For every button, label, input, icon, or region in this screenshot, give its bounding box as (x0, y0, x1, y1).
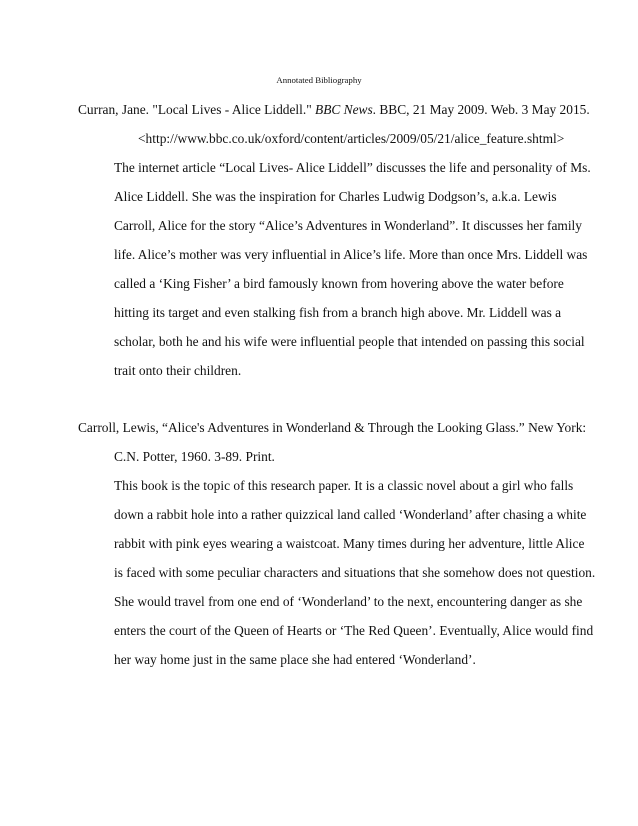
entry2-annotation-line: is faced with some peculiar characters and situations that she somehow does not question. (114, 565, 596, 580)
entry2-annotation-line: enters the court of the Queen of Hearts or ‘The Red Queen’. Eventually, Alice would find (114, 623, 594, 638)
entry1-annotation-line: hitting its target and even stalking fish from a branch high above. Mr. Liddell was a (114, 305, 562, 320)
entry1-url: <http://www.bbc.co.uk/oxford/content/articles/2009/05/21/alice_feature.shtml> (138, 131, 565, 146)
entry1-annotation-line: Alice Liddell. She was the inspiration for Charles Ludwig Dodgson’s, a.k.a. Lewis (114, 189, 557, 204)
entry1-citation-prefix: Curran, Jane. "Local Lives - Alice Liddell." (78, 102, 316, 117)
entry2-annotation-line: her way home just in the same place she had entered ‘Wonderland’. (114, 652, 476, 667)
entry2-annotation-line: This book is the topic of this research paper. It is a classic novel about a girl who falls (114, 478, 574, 493)
entry1-citation (78, 102, 590, 118)
entry1-citation-source: BBC News (315, 102, 373, 117)
entry1-citation-suffix: . BBC, 21 May 2009. Web. 3 May 2015. (372, 102, 590, 117)
entry1-annotation-line: trait onto their children. (114, 363, 242, 378)
entry2-annotation-line: rabbit with pink eyes wearing a waistcoat. Many times during her adventure, little Alice (114, 536, 585, 551)
entry1-annotation-line: Carroll, Alice for the story “Alice’s Adventures in Wonderland”. It discusses her family (114, 218, 582, 233)
entry1-annotation-line: scholar, both he and his wife were influential people that intended on passing this social (114, 334, 585, 349)
entry1-annotation-line: called a ‘King Fisher’ a bird famously known from hovering above the water before (114, 276, 564, 291)
page-title: Annotated Bibliography (276, 75, 362, 85)
entry2-citation-line: Carroll, Lewis, “Alice's Adventures in Wonderland & Through the Looking Glass.” New York: (78, 420, 587, 435)
entry2-annotation-line: down a rabbit hole into a rather quizzical land called ‘Wonderland’ after chasing a white (114, 507, 587, 522)
entry1-annotation-line: The internet article “Local Lives- Alice Liddell” discusses the life and personality of Ms. (114, 160, 591, 175)
entry1-annotation-line: life. Alice’s mother was very influential in Alice’s life. More than once Mrs. Liddell was (114, 247, 588, 262)
entry2-annotation-line: She would travel from one end of ‘Wonderland’ to the next, encountering danger as she (114, 594, 583, 609)
entry2-citation-line: C.N. Potter, 1960. 3-89. Print. (114, 449, 275, 464)
